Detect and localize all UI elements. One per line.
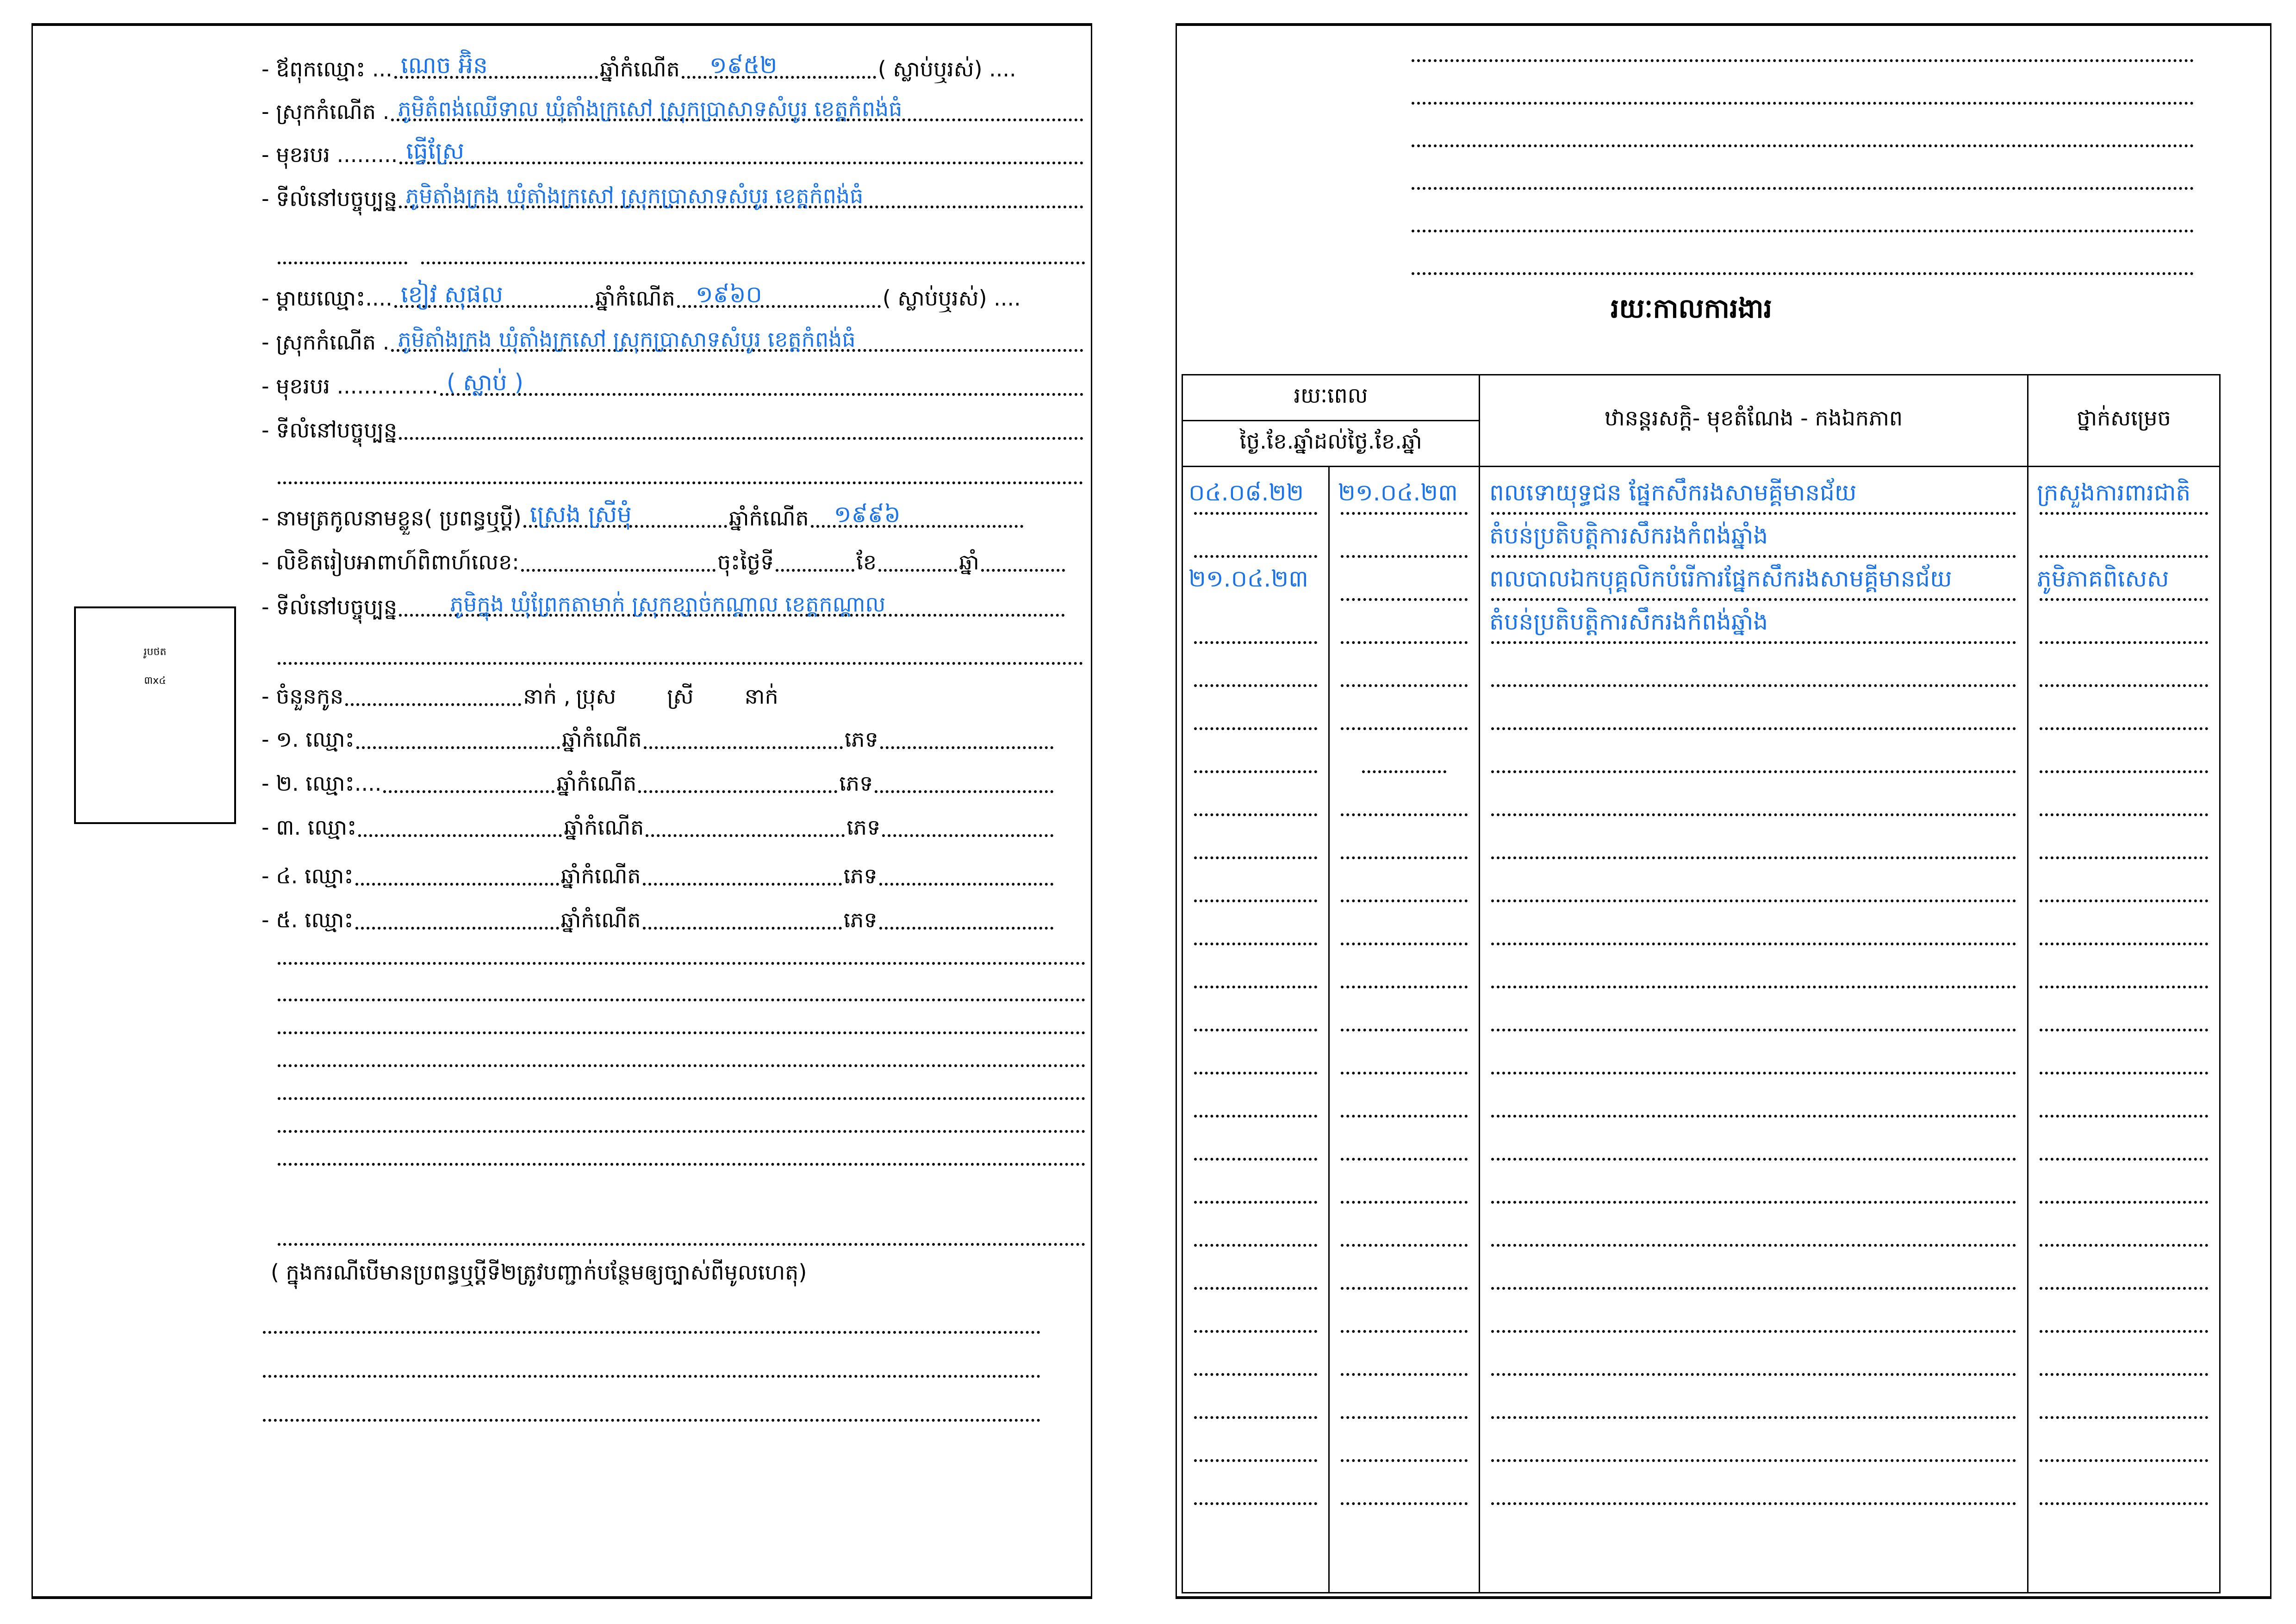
child-3-sex-field[interactable]: [882, 805, 1053, 842]
position-text: ពលទោយុទ្ធជន ផ្នែកសឹករងសាមគ្គីមានជ័យ: [1489, 479, 1857, 506]
blank-line[interactable]: [278, 1097, 1085, 1100]
child-4-year-field[interactable]: [643, 853, 842, 890]
father-birth-year-field[interactable]: [682, 46, 876, 83]
column-decision-level: [2028, 467, 2220, 1593]
father-birthplace-label: - ស្រុកកំណើត .: [261, 99, 390, 124]
child-3-year-label: ឆ្នាំកំណើត: [564, 815, 644, 840]
father-occupation-value: ធ្វើស្រែ: [406, 137, 465, 164]
father-name-row: [261, 46, 1085, 83]
marriage-month-field[interactable]: [878, 539, 957, 576]
mother-birthplace-label: - ស្រុកកំណើត .: [261, 330, 390, 355]
table-row[interactable]: [1183, 521, 1328, 564]
spouse-residence-row: [261, 584, 1067, 621]
table-row[interactable]: [1480, 478, 2027, 521]
child-2-sex-label: ភេទ: [839, 771, 873, 796]
child-5-sex-field[interactable]: [879, 897, 1053, 934]
child-row-4: [261, 853, 1055, 890]
marriage-month-label: ខែ: [856, 550, 877, 575]
mother-birthplace-field[interactable]: [391, 319, 1083, 356]
father-occupation-label: - មុខរបរ .........: [261, 142, 398, 167]
child-row-5: [261, 897, 1055, 934]
mother-name-row: [261, 275, 1085, 312]
child-5-year-field[interactable]: [643, 897, 842, 934]
to-date: ២១.០៤.២៣: [1338, 479, 1458, 506]
father-birth-year-label: ឆ្នាំកំណើត: [599, 56, 680, 81]
mother-birth-year-field[interactable]: [677, 275, 881, 312]
children-male-label: ប្រុស: [576, 684, 616, 709]
photo-label: រូបថត: [143, 646, 167, 658]
children-count-row: [261, 674, 863, 711]
father-birthplace-value: ភូមិតំពង់ឈើទាល ឃុំតាំងក្រសៅ ស្រុកប្រាសាទសំបូរ ខេត្តកំពង់ធំ: [398, 96, 902, 121]
father-name-label: - ឪពុកឈ្មោះ ...: [261, 56, 392, 81]
father-residence-field[interactable]: [399, 176, 1083, 213]
continuation-line[interactable]: [1412, 230, 2194, 232]
mother-occupation-value: ( ស្លាប់ ): [446, 369, 523, 396]
spouse-birth-year-field[interactable]: [811, 495, 1023, 532]
photo-placeholder-3x4[interactable]: [74, 606, 236, 824]
child-5-sex-label: ភេទ: [843, 907, 877, 932]
spouse-name-label: - នាមត្រកូលនាមខ្លួន( ប្រពន្ធឬប្តី): [261, 506, 522, 531]
continuation-line[interactable]: [1412, 102, 2194, 105]
child-2-year-field[interactable]: [638, 761, 837, 798]
blank-line[interactable]: [278, 1064, 1085, 1067]
father-residence-label: - ទីលំនៅបច្ចុប្បន្ន: [261, 186, 398, 211]
child-1-year-field[interactable]: [644, 717, 843, 754]
mother-birth-year-value: ១៩៦០: [695, 281, 762, 308]
father-residence-value: ភូមិតាំងក្រង ឃុំតាំងក្រសៅ ស្រុកប្រាសាទសំបូរ ខេត្តកំពង់ធំ: [405, 183, 864, 208]
father-birth-year-value: ១៩៥២: [709, 52, 778, 79]
note-line-3[interactable]: [263, 1419, 1040, 1422]
child-4-name-label: - ៤. ឈ្មោះ: [261, 863, 354, 888]
spouse-residence-field[interactable]: [399, 584, 1065, 621]
position-text: តំបន់ប្រតិបត្តិការសឹករងកំពង់ឆ្នាំង: [1489, 522, 1768, 549]
father-occupation-field[interactable]: [399, 132, 1083, 169]
position-text: ពលបាលឯកបុគ្គលិកបំរើការផ្នែកសឹករងសាមគ្គីមានជ័យ: [1489, 565, 1952, 592]
service-history-title: រយៈកាលការងារ: [1611, 293, 1773, 324]
header-period: រយៈពេល: [1182, 375, 1480, 421]
mother-occupation-field[interactable]: [440, 363, 1083, 400]
father-birthplace-field[interactable]: [391, 89, 1083, 126]
table-row[interactable]: [1183, 478, 1328, 521]
mother-occupation-label: - មុខរបរ ...............: [261, 374, 438, 399]
child-row-3: [261, 805, 1055, 842]
spouse-residence-value: ភូមិក្នុង ឃុំព្រែកតាមាក់ ស្រុកខ្សាច់កណ្តាល ខេត្តកណ្តាល: [450, 592, 886, 617]
father-residence-continuation-b[interactable]: [421, 262, 1085, 264]
child-1-year-label: ឆ្នាំកំណើត: [561, 727, 642, 752]
marriage-day-label: ចុះថ្ងៃទី: [717, 550, 774, 575]
table-row[interactable]: [1480, 607, 2027, 650]
spouse-name-field[interactable]: [523, 495, 727, 532]
continuation-line[interactable]: [1412, 272, 2194, 275]
children-count-label: - ចំនួនកូន: [261, 684, 344, 709]
table-row[interactable]: [1480, 564, 2027, 607]
decision-text: ភូមិភាគពិសេស: [2037, 565, 2169, 592]
column-position: [1480, 467, 2028, 1593]
blank-line[interactable]: [278, 999, 1085, 1001]
child-4-sex-field[interactable]: [879, 853, 1053, 890]
child-3-name-label: - ៣. ឈ្មោះ: [261, 815, 357, 840]
father-birthplace-row: [261, 89, 1085, 126]
father-residence-continuation-a[interactable]: [278, 262, 407, 264]
child-1-sex-label: ភេទ: [844, 727, 878, 752]
child-5-year-label: ឆ្នាំកំណើត: [560, 907, 641, 932]
mother-name-field[interactable]: [394, 275, 593, 312]
mother-residence-continuation[interactable]: [278, 481, 1083, 484]
child-row-1: [261, 717, 1055, 754]
mother-name-label: - ម្តាយឈ្មោះ....: [261, 286, 392, 311]
position-text: តំបន់ប្រតិបត្តិការសឹករងកំពង់ឆ្នាំង: [1489, 608, 1768, 635]
child-2-name-label: - ២. ឈ្មោះ....: [261, 771, 382, 796]
marriage-cert-label: - លិខិតរៀបអាពាហ៍ពិពាហ៍លេខ:: [261, 550, 519, 575]
mother-name-value: ខៀវ សុផល: [400, 281, 504, 308]
column-from-date: [1182, 467, 1329, 1593]
second-spouse-note: ( ក្នុងករណីបើមានប្រពន្ធឬប្តីទី២ត្រូវបញ្ជាក់បន្ថែមឲ្យច្បាស់ពីមូលហេតុ): [271, 1260, 807, 1285]
table-row[interactable]: [1330, 478, 1479, 521]
mother-occupation-row: [261, 363, 1085, 400]
spouse-name-value: ស្រេង ស្រីមុំ: [529, 501, 632, 528]
mother-residence-row: [261, 407, 1085, 444]
child-2-name-field[interactable]: [383, 761, 554, 798]
continuation-line[interactable]: [1412, 187, 2194, 190]
mother-residence-field[interactable]: [399, 407, 1083, 444]
continuation-line[interactable]: [1412, 59, 2194, 62]
marriage-year-label: ឆ្នាំ: [959, 550, 979, 575]
from-date: ២១.០៤.២៣: [1188, 565, 1308, 592]
child-1-name-field[interactable]: [356, 717, 560, 754]
table-row[interactable]: [2028, 564, 2219, 607]
table-row[interactable]: [1183, 564, 1328, 607]
child-2-year-label: ឆ្នាំកំណើត: [556, 771, 637, 796]
father-status-label: ( ស្លាប់ឬរស់) ....: [877, 56, 1016, 81]
blank-line[interactable]: [278, 962, 1085, 965]
mother-residence-label: - ទីលំនៅបច្ចុប្បន្ន: [261, 418, 398, 443]
child-1-name-label: - ១. ឈ្មោះ: [261, 727, 355, 752]
note-line-1[interactable]: [263, 1331, 1040, 1334]
mother-status-label: ( ស្លាប់ឬរស់) ....: [882, 286, 1021, 311]
blank-line[interactable]: [278, 1243, 1085, 1246]
column-to-date: [1329, 467, 1480, 1593]
continuation-line[interactable]: [1412, 144, 2194, 147]
table-row[interactable]: [1480, 521, 2027, 564]
spouse-birth-year-label: ឆ្នាំកំណើត: [728, 506, 809, 531]
decision-text: ក្រសួងការពារជាតិ: [2037, 479, 2191, 506]
marriage-cert-row: [261, 539, 1067, 576]
header-period-format: ថ្ងៃ.ខែ.ឆ្នាំដល់ថ្ងៃ.ខែ.ឆ្នាំ: [1182, 421, 1480, 467]
mother-birth-year-label: ឆ្នាំកំណើត: [595, 286, 675, 311]
blank-line[interactable]: [278, 1031, 1085, 1034]
header-position: ឋានន្តរសក្តិ- មុខតំណែង - កងឯកភាព: [1480, 375, 2028, 467]
spouse-name-row: [261, 495, 1025, 532]
photo-size-label: ៣x៤: [144, 675, 166, 687]
table-row[interactable]: [2028, 478, 2219, 521]
from-date: ០៤.០៨.២២: [1188, 479, 1304, 506]
child-4-sex-label: ភេទ: [843, 863, 877, 888]
marriage-year-field[interactable]: [981, 539, 1065, 576]
father-name-value: ណេច អ៊ិន: [400, 52, 488, 79]
blank-line[interactable]: [278, 1130, 1085, 1133]
spouse-residence-label: - ទីលំនៅបច្ចុប្បន្ន: [261, 594, 398, 619]
note-line-2[interactable]: [263, 1375, 1040, 1378]
child-4-name-field[interactable]: [355, 853, 559, 890]
children-count-field[interactable]: [345, 674, 521, 711]
spouse-residence-continuation[interactable]: [278, 662, 1083, 665]
child-5-name-label: - ៥. ឈ្មោះ: [261, 907, 354, 932]
header-decision-level: ថ្នាក់សម្រេច: [2028, 375, 2220, 467]
marriage-cert-number-field[interactable]: [521, 539, 716, 576]
marriage-day-field[interactable]: [776, 539, 854, 576]
spouse-birth-year-value: ១៩៩៦: [834, 501, 901, 528]
children-count-unit: នាក់ ,: [523, 684, 571, 709]
child-4-year-label: ឆ្នាំកំណើត: [560, 863, 641, 888]
children-female-label: ស្រី: [667, 684, 694, 709]
child-3-sex-label: ភេទ: [846, 815, 881, 840]
blank-line[interactable]: [278, 1163, 1085, 1166]
child-1-sex-field[interactable]: [880, 717, 1053, 754]
mother-birthplace-row: [261, 319, 1085, 356]
child-row-2: [261, 761, 1055, 798]
father-residence-row: [261, 176, 1085, 213]
child-2-sex-field[interactable]: [875, 761, 1053, 798]
service-history-table: [1182, 374, 2221, 1593]
mother-birthplace-value: ភូមិតាំងក្រង ឃុំតាំងក្រសៅ ស្រុកប្រាសាទសំបូរ ខេត្តកំពង់ធំ: [398, 327, 856, 352]
child-3-year-field[interactable]: [646, 805, 845, 842]
father-name-field[interactable]: [394, 46, 598, 83]
child-3-name-field[interactable]: [358, 805, 562, 842]
child-5-name-field[interactable]: [355, 897, 559, 934]
children-female-unit: នាក់: [744, 684, 778, 709]
father-occupation-row: [261, 132, 1085, 169]
